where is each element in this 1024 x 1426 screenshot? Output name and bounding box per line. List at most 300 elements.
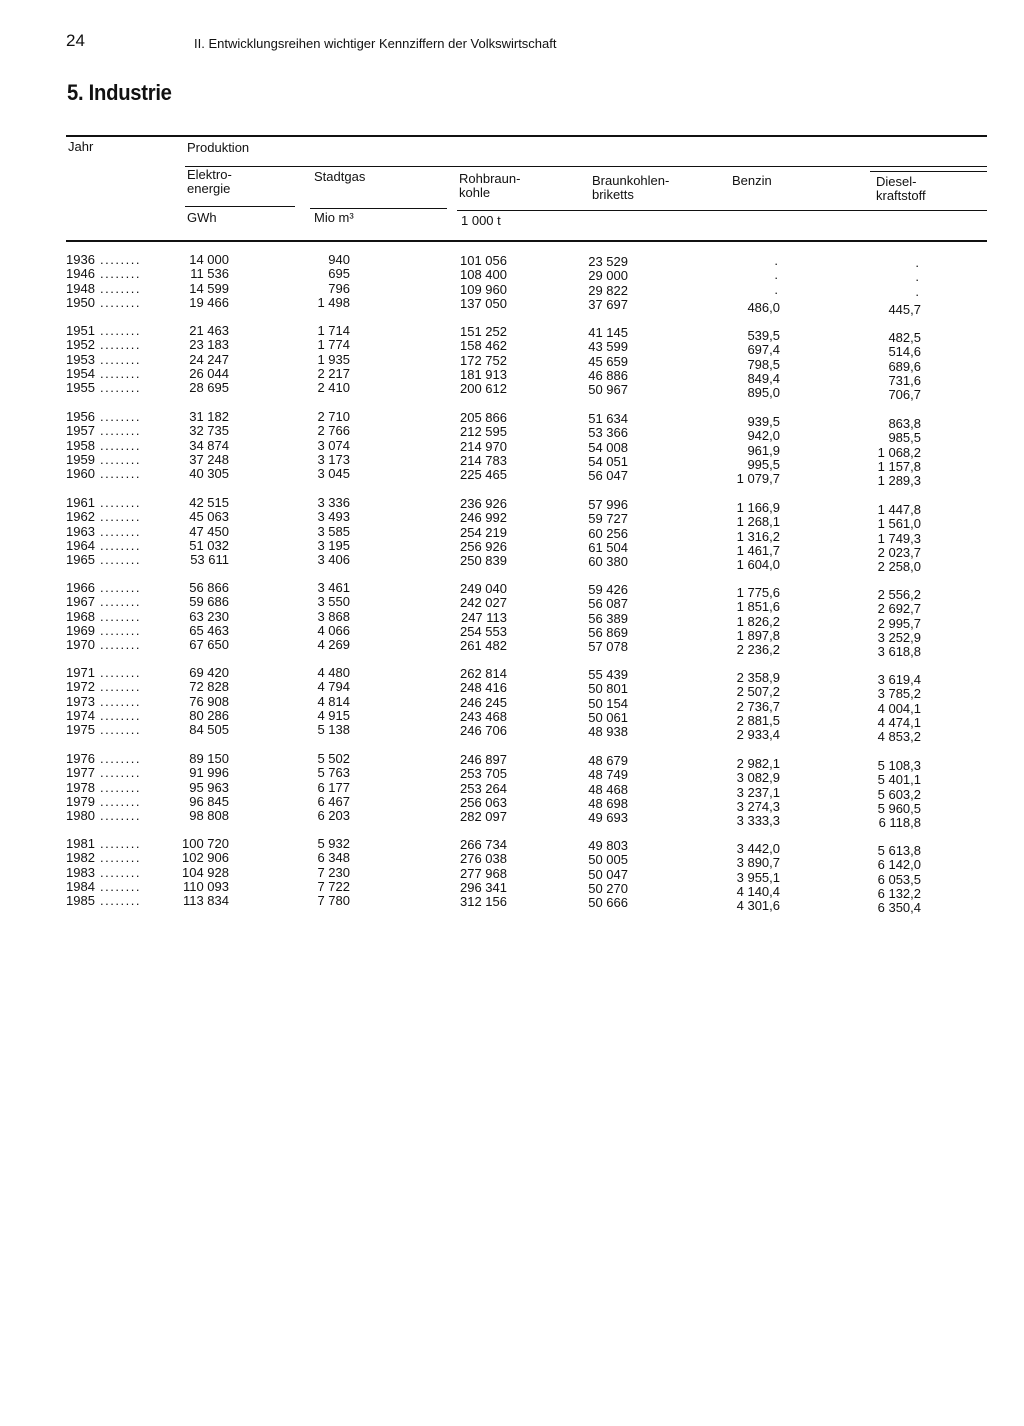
table-cell: 798,5 (747, 356, 780, 372)
table-cell: 3 550 (317, 594, 350, 610)
table-cell: 4 066 (317, 622, 350, 638)
year-label (66, 709, 141, 723)
table-cell: 2 556,2 (877, 587, 921, 602)
table-cell: 54 008 (588, 439, 628, 455)
year-value: 1966 (66, 580, 95, 595)
col-header-benzin: Benzin (732, 173, 772, 188)
year-label (66, 439, 141, 453)
table-cell: 50 154 (588, 695, 628, 711)
table-cell: 3 442,0 (736, 841, 780, 856)
unit-1000t: 1 000 t (461, 213, 501, 228)
leader-dots: ........ (94, 864, 141, 880)
table-cell: 29 822 (588, 282, 628, 298)
table-cell: 250 839 (460, 553, 507, 569)
table-cell: 56 389 (588, 610, 628, 626)
table-cell: 277 968 (460, 865, 507, 881)
table-cell: 4 915 (317, 707, 350, 723)
col-header-year: Jahr (68, 139, 94, 154)
leader-dots: ........ (94, 437, 141, 453)
table-cell: 61 504 (588, 539, 628, 555)
year-value: 1979 (66, 793, 95, 809)
table-cell: 48 468 (588, 781, 628, 797)
leader-dots: ........ (94, 365, 141, 381)
year-label (66, 752, 141, 766)
table-cell: 69 420 (189, 665, 229, 680)
table-cell: 56 087 (588, 596, 628, 612)
table-cell: 3 493 (317, 509, 350, 525)
table-cell: 6 118,8 (878, 815, 921, 831)
year-value: 1983 (66, 864, 95, 880)
leader-dots: ........ (94, 337, 141, 353)
table-cell: 5 613,8 (877, 843, 921, 858)
table-cell: 42 515 (189, 495, 229, 510)
table-cell: 3 868 (317, 608, 350, 624)
table-cell: 3 955,1 (736, 869, 780, 885)
year-value: 1985 (66, 893, 95, 909)
leader-dots: ........ (94, 351, 141, 367)
table-cell: 214 970 (460, 438, 507, 454)
table-cell: . (915, 255, 919, 270)
table-cell: 1 897,8 (736, 627, 780, 643)
table-cell: 63 230 (189, 608, 229, 624)
table-cell: 4 301,6 (736, 898, 780, 914)
unit-gwh: GWh (187, 210, 217, 225)
table-cell: 1 316,2 (736, 528, 780, 544)
table-cell: 34 874 (189, 437, 229, 453)
table-cell: 32 735 (189, 423, 229, 439)
table-cell: 5 502 (317, 751, 350, 766)
table-cell: 689,6 (888, 358, 921, 374)
table-cell: 43 599 (588, 339, 628, 355)
table-cell: 849,4 (747, 370, 780, 386)
table-cell: 205 866 (460, 410, 507, 425)
table-cell: 24 247 (189, 351, 229, 367)
table-cell: 1 714 (317, 323, 350, 338)
table-cell: 5 108,3 (877, 758, 921, 773)
table-cell: 1 268,1 (736, 514, 780, 530)
year-value: 1964 (66, 537, 95, 553)
page-number: 24 (66, 31, 85, 50)
leader-dots: ........ (94, 850, 141, 866)
year-value: 1959 (66, 451, 95, 467)
year-value: 1978 (66, 779, 95, 795)
year-value: 1963 (66, 523, 95, 539)
table-cell: 50 967 (588, 382, 628, 398)
table-cell: 59 686 (189, 594, 229, 610)
table-cell: 48 698 (588, 795, 628, 811)
table-cell: 1 561,0 (877, 516, 921, 532)
table-cell: 109 960 (460, 281, 507, 297)
year-label (66, 809, 141, 823)
year-value: 1955 (66, 380, 95, 396)
year-label (66, 766, 141, 780)
table-cell: 266 734 (460, 837, 507, 852)
table-cell: 49 693 (588, 810, 628, 826)
table-cell: 995,5 (747, 456, 780, 472)
year-value: 1962 (66, 509, 95, 525)
group-header-rule (185, 166, 987, 167)
table-cell: 96 845 (189, 793, 229, 809)
table-cell: 37 697 (588, 296, 628, 312)
leader-dots: ........ (94, 765, 141, 781)
table-cell: 6 467 (317, 793, 350, 809)
table-cell: 40 305 (189, 466, 229, 482)
table-cell: 57 078 (588, 639, 628, 655)
table-cell: 1 749,3 (877, 530, 921, 546)
col-header-rohbraunkohle: Rohbraun- kohle (459, 171, 521, 200)
year-label (66, 610, 141, 624)
table-cell: 55 439 (588, 667, 628, 682)
year-label (66, 510, 141, 524)
leader-dots: ........ (94, 878, 141, 894)
table-cell: 6 142,0 (877, 857, 921, 873)
table-cell: 1 826,2 (736, 613, 780, 629)
year-value: 1972 (66, 679, 95, 695)
leader-dots: ........ (94, 779, 141, 795)
table-cell: 50 047 (588, 866, 628, 882)
year-label (66, 837, 141, 851)
table-cell: 961,9 (747, 442, 780, 458)
table-cell: 296 341 (460, 879, 507, 895)
year-label (66, 795, 141, 809)
table-cell: 2 410 (317, 380, 350, 396)
table-cell: 486,0 (747, 299, 780, 315)
table-cell: 706,7 (888, 387, 921, 403)
table-cell: . (915, 283, 919, 299)
table-cell: 5 763 (317, 765, 350, 781)
year-label (66, 680, 141, 694)
leader-dots: ........ (94, 509, 141, 525)
year-label (66, 880, 141, 894)
table-cell: 863,8 (888, 416, 921, 431)
year-value: 1960 (66, 466, 95, 482)
table-cell: 4 814 (317, 693, 350, 709)
year-value: 1948 (66, 280, 95, 296)
table-cell: 4 140,4 (736, 883, 780, 899)
year-label (66, 467, 141, 481)
table-cell: 51 634 (588, 411, 628, 426)
table-cell: 253 705 (460, 766, 507, 782)
table-cell: 261 482 (460, 638, 507, 654)
table-cell: 23 183 (189, 337, 229, 353)
table-cell: 6 348 (317, 850, 350, 866)
table-cell: 37 248 (189, 451, 229, 467)
table-cell: 2 236,2 (736, 642, 780, 658)
leader-dots: ........ (94, 594, 141, 610)
year-label (66, 338, 141, 352)
table-cell: 942,0 (747, 428, 780, 444)
table-cell: 50 270 (588, 880, 628, 896)
table-cell: 108 400 (460, 267, 507, 283)
table-head-bottom-rule (66, 240, 987, 242)
leader-dots: ........ (94, 409, 141, 424)
year-value: 1982 (66, 850, 95, 866)
table-cell: 985,5 (888, 430, 921, 446)
table-cell: 4 004,1 (877, 700, 921, 716)
table-cell: 1 498 (317, 294, 350, 310)
table-cell: . (915, 269, 919, 285)
year-label (66, 296, 141, 310)
year-label (66, 410, 141, 424)
year-label (66, 282, 141, 296)
year-label (66, 638, 141, 652)
table-cell: 3 237,1 (736, 784, 780, 800)
year-label (66, 381, 141, 395)
table-cell: 7 780 (317, 893, 350, 909)
table-cell: 1 774 (317, 337, 350, 353)
col-header-braunkohlenbriketts: Braunkohlen- briketts (592, 173, 670, 202)
running-head: II. Entwicklungsreihen wichtiger Kennziffern der Volkswirtschaft (194, 36, 557, 51)
year-value: 1969 (66, 622, 95, 638)
year-label (66, 723, 141, 737)
year-value: 1961 (66, 495, 95, 510)
table-cell: 104 928 (182, 864, 229, 880)
table-cell: 276 038 (460, 851, 507, 867)
table-cell: 6 177 (317, 779, 350, 795)
table-cell: 2 982,1 (736, 756, 780, 771)
table-cell: 312 156 (460, 894, 507, 910)
year-value: 1954 (66, 365, 95, 381)
leader-dots: ........ (94, 266, 141, 282)
table-cell: 31 182 (189, 409, 229, 424)
leader-dots: ........ (94, 707, 141, 723)
table-cell: 50 061 (588, 709, 628, 725)
table-cell: 1 157,8 (877, 458, 921, 474)
year-label (66, 581, 141, 595)
table-cell: 28 695 (189, 380, 229, 396)
table-cell: 940 (328, 252, 350, 267)
table-cell: 242 027 (460, 595, 507, 611)
table-cell: 110 093 (182, 878, 229, 894)
table-cell: 247 113 (460, 609, 507, 625)
year-label (66, 781, 141, 795)
table-cell: 98 808 (189, 808, 229, 824)
year-label (66, 539, 141, 553)
table-cell: 2 358,9 (736, 670, 780, 685)
table-cell: 3 252,9 (877, 629, 921, 645)
year-value: 1967 (66, 594, 95, 610)
leader-dots: ........ (94, 808, 141, 824)
table-cell: 48 938 (588, 724, 628, 740)
table-cell: 236 926 (460, 496, 507, 511)
table-cell: 3 461 (317, 580, 350, 595)
table-cell: 1 079,7 (736, 471, 780, 487)
table-cell: 5 401,1 (877, 772, 921, 788)
table-cell: 3 406 (317, 552, 350, 568)
table-cell: 84 505 (189, 722, 229, 738)
table-cell: 5 932 (317, 836, 350, 851)
leader-dots: ........ (94, 836, 141, 851)
table-cell: 697,4 (747, 342, 780, 358)
year-value: 1976 (66, 751, 95, 766)
col-header-stadtgas: Stadtgas (314, 169, 366, 184)
table-cell: 46 886 (588, 367, 628, 383)
table-cell: 102 906 (182, 850, 229, 866)
year-value: 1980 (66, 808, 95, 824)
leader-dots: ........ (94, 423, 141, 439)
table-cell: 60 256 (588, 525, 628, 541)
unit-rule-1000t (457, 210, 987, 211)
year-value: 1953 (66, 351, 95, 367)
leader-dots: ........ (94, 679, 141, 695)
table-cell: 45 063 (189, 509, 229, 525)
table-cell: 695 (328, 266, 350, 282)
year-label (66, 894, 141, 908)
table-cell: . (774, 267, 778, 283)
table-cell: 76 908 (189, 693, 229, 709)
table-cell: 158 462 (460, 338, 507, 354)
col-header-dieselkraftstoff: Diesel- kraftstoff (876, 174, 926, 203)
leader-dots: ........ (94, 294, 141, 310)
table-cell: 101 056 (460, 253, 507, 268)
table-cell: 56 866 (189, 580, 229, 595)
table-cell: 137 050 (460, 295, 507, 311)
table-cell: 2 995,7 (877, 615, 921, 631)
table-cell: 21 463 (189, 323, 229, 338)
year-value: 1968 (66, 608, 95, 624)
table-cell: 282 097 (460, 809, 507, 825)
table-cell: 57 996 (588, 497, 628, 512)
year-label (66, 695, 141, 709)
year-value: 1957 (66, 423, 95, 439)
table-cell: 248 416 (460, 680, 507, 696)
table-cell: 48 679 (588, 753, 628, 768)
table-cell: 54 051 (588, 453, 628, 469)
table-cell: 3 082,9 (736, 770, 780, 786)
table-cell: 254 219 (460, 524, 507, 540)
table-cell: 539,5 (747, 328, 780, 343)
table-cell: 1 775,6 (736, 585, 780, 600)
table-cell: 256 063 (460, 794, 507, 810)
year-value: 1970 (66, 637, 95, 653)
year-label (66, 525, 141, 539)
table-cell: 181 913 (460, 366, 507, 382)
leader-dots: ........ (94, 280, 141, 296)
table-cell: 72 828 (189, 679, 229, 695)
table-cell: 80 286 (189, 707, 229, 723)
table-cell: 200 612 (460, 381, 507, 397)
table-cell: 95 963 (189, 779, 229, 795)
year-value: 1956 (66, 409, 95, 424)
table-cell: 4 269 (317, 637, 350, 653)
table-cell: 3 585 (317, 523, 350, 539)
table-cell: 3 619,4 (877, 672, 921, 687)
year-value: 1971 (66, 665, 95, 680)
year-value: 1973 (66, 693, 95, 709)
table-cell: 3 173 (317, 451, 350, 467)
year-value: 1974 (66, 707, 95, 723)
year-value: 1950 (66, 294, 95, 310)
table-cell: 4 794 (317, 679, 350, 695)
table-cell: 113 834 (182, 893, 229, 909)
table-cell: 47 450 (189, 523, 229, 539)
table-cell: 4 480 (317, 665, 350, 680)
year-value: 1984 (66, 878, 95, 894)
year-label (66, 324, 141, 338)
leader-dots: ........ (94, 693, 141, 709)
table-cell: 2 710 (317, 409, 350, 424)
unit-mio-m3: Mio m³ (314, 210, 354, 225)
table-cell: 14 000 (189, 252, 229, 267)
table-cell: 4 853,2 (877, 729, 921, 745)
table-cell: 2 881,5 (736, 712, 780, 728)
table-cell: 214 783 (460, 452, 507, 468)
section-title: 5. Industrie (67, 80, 172, 105)
table-cell: 731,6 (888, 372, 921, 388)
table-cell: 19 466 (189, 294, 229, 310)
year-value: 1975 (66, 722, 95, 738)
year-label (66, 253, 141, 267)
table-cell: 243 468 (460, 708, 507, 724)
table-cell: 65 463 (189, 622, 229, 638)
table-cell: 59 727 (588, 511, 628, 527)
table-cell: 5 603,2 (877, 786, 921, 802)
table-cell: 91 996 (189, 765, 229, 781)
table-cell: 7 722 (317, 878, 350, 894)
group-header-produktion: Produktion (187, 140, 250, 155)
table-cell: 246 245 (460, 694, 507, 710)
table-cell: 11 536 (190, 266, 229, 282)
table-cell: 26 044 (189, 365, 229, 381)
table-cell: 3 785,2 (877, 686, 921, 702)
leader-dots: ........ (94, 523, 141, 539)
table-cell: 2 217 (317, 365, 350, 381)
leader-dots: ........ (94, 451, 141, 467)
table-cell: 5 138 (317, 722, 350, 738)
table-cell: 50 005 (588, 852, 628, 868)
table-cell: 2 766 (317, 423, 350, 439)
year-label (66, 453, 141, 467)
table-cell: 225 465 (460, 467, 507, 483)
year-label (66, 866, 141, 880)
table-cell: 2 023,7 (877, 544, 921, 560)
table-cell: 253 264 (460, 780, 507, 796)
table-cell: 3 333,3 (736, 813, 780, 829)
year-label (66, 624, 141, 638)
table-cell: 14 599 (189, 280, 229, 296)
leader-dots: ........ (94, 793, 141, 809)
leader-dots: ........ (94, 751, 141, 766)
leader-dots: ........ (94, 722, 141, 738)
table-cell: 59 426 (588, 582, 628, 597)
col-header-elektroenergie: Elektro- energie (187, 167, 232, 196)
year-label (66, 353, 141, 367)
year-label (66, 496, 141, 510)
table-cell: 6 132,2 (877, 885, 921, 901)
table-cell: 41 145 (588, 325, 628, 340)
leader-dots: ........ (94, 537, 141, 553)
table-cell: 53 366 (588, 425, 628, 441)
table-cell: 6 053,5 (877, 871, 921, 887)
table-cell: 50 666 (588, 895, 628, 911)
leader-dots: ........ (94, 380, 141, 396)
leader-dots: ........ (94, 252, 141, 267)
table-cell: 100 720 (182, 836, 229, 851)
year-label (66, 267, 141, 281)
leader-dots: ........ (94, 622, 141, 638)
table-cell: 56 869 (588, 624, 628, 640)
year-value: 1951 (66, 323, 95, 338)
table-cell: 2 507,2 (736, 684, 780, 700)
table-cell: 3 195 (317, 537, 350, 553)
unit-rule-mio (310, 208, 447, 209)
table-cell: 56 047 (588, 468, 628, 484)
table-cell: 2 933,4 (736, 727, 780, 743)
table-cell: 60 380 (588, 554, 628, 570)
year-label (66, 424, 141, 438)
table-cell: 2 692,7 (877, 601, 921, 617)
table-cell: . (774, 253, 778, 268)
